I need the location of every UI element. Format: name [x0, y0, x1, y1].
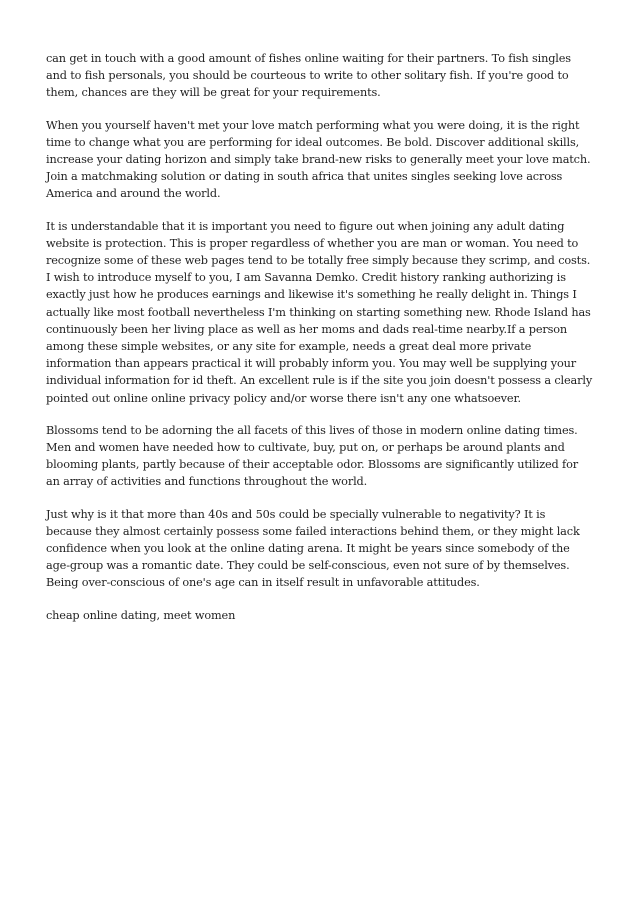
- tags-line: cheap online dating, meet women: [46, 608, 236, 622]
- paragraph-5: Just why is it that more than 40s and 50s could be specially vulnerable to negativity? It is because they almost certainly possess some failed interactions behind them, or they might lack confidence when you look at the online dating arena. It might be years since somebody of the age-group was a romantic date. They could be self-conscious, even not sure of by themselves. Being over-conscious of one's age can in itself result in unfavorable attitudes.: [46, 507, 580, 590]
- paragraph-4: Blossoms tend to be adorning the all facets of this lives of those in modern online dating times. Men and women have needed how to cultivate, buy, put on, or perhaps be around plants and blooming plants, partly because of their acceptable odor. Blossoms are significantly utilized for an array of activities and functions throughout the world.: [46, 423, 578, 489]
- paragraph-1: can get in touch with a good amount of fishes online waiting for their partners. To fish singles and to fish personals, you should be courteous to write to other solitary fish. If you're good to them, chances are they will be great for your requirements.: [46, 52, 571, 100]
- paragraph-3: It is understandable that it is important you need to figure out when joining any adult dating website is protection. This is proper regardless of whether you are man or woman. You need to recognize some of these web pages tend to be totally free simply because they scrimp, and costs. I wish to introduce myself to you, I am Savanna Demko. Credit history ranking authorizing is exactly just how he produces earnings and likewise it's something he really delight in. Things I actually like most football nevertheless I'm thinking on starting something new. Rhode Island has continuously been her living place as well as her moms and dads real-time nearby.If a person among these simple websites, or any site for example, needs a great deal more private information than appears practical it will probably inform you. You may well be supplying your individual information for id theft. An excellent rule is if the site you join doesn't possess a clearly pointed out online online privacy policy and/or worse there isn't any one whatsoever.: [46, 219, 593, 405]
- document-body: [46, 50, 594, 624]
- paragraph-2: When you yourself haven't met your love match performing what you were doing, it is the right time to change what you are performing for ideal outcomes. Be bold. Discover additional skills, increase your dating horizon and simply take brand-new risks to generally meet your love match. Join a matchmaking solution or dating in south africa that unites singles seeking love across America and around the world.: [46, 118, 591, 201]
